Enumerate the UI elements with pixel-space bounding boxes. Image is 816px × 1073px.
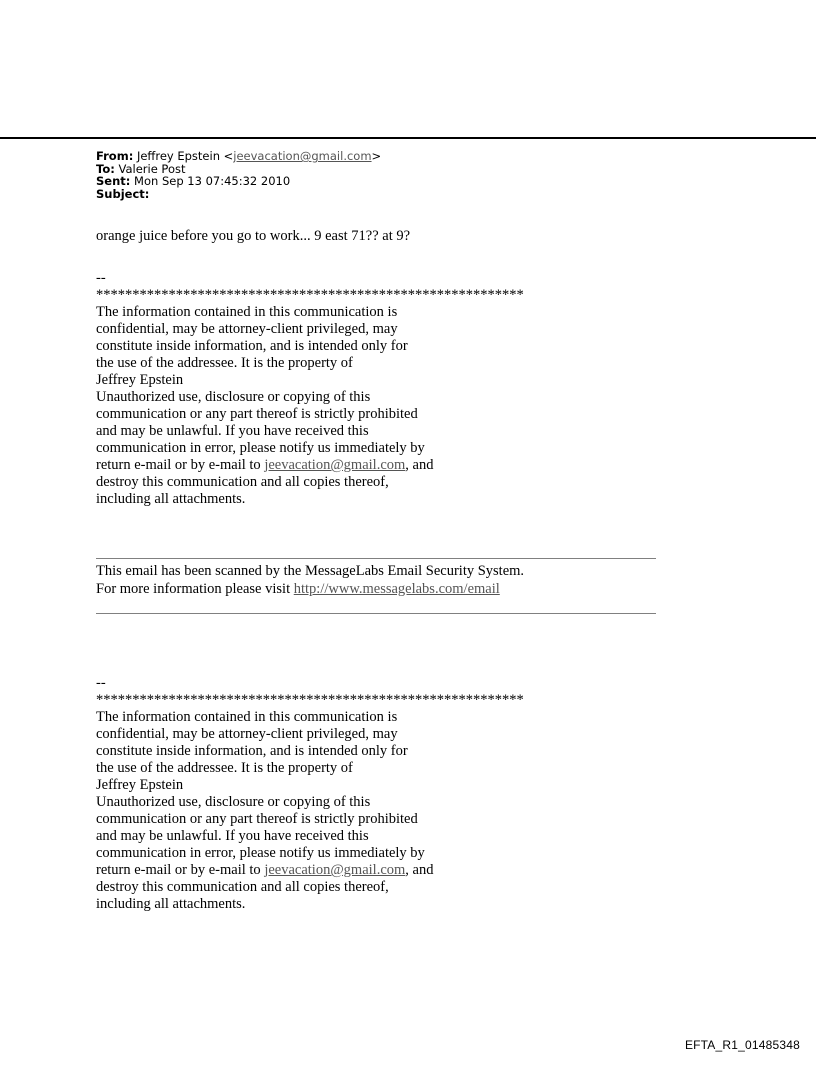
return-prefix: return e-mail or by e-mail to (96, 457, 265, 473)
signature-return-line (96, 862, 716, 879)
from-label: From: (96, 149, 134, 163)
signature-line: Unauthorized use, disclosure or copying of this (96, 389, 371, 405)
signature-stars: *********************************************************** (96, 692, 524, 708)
subject-label: Subject: (96, 186, 150, 201)
email-body (96, 228, 716, 245)
scan-notice-line2 (96, 581, 696, 599)
return-prefix: return e-mail or by e-mail to (96, 862, 265, 878)
return-suffix: , and (405, 862, 434, 878)
subject-line (96, 188, 696, 201)
signature-line: The information contained in this communication is (96, 304, 398, 320)
signature-line: constitute inside information, and is intended only for (96, 743, 408, 759)
scan-rule-bottom (96, 613, 656, 614)
subject-label-text: Subject (96, 186, 145, 201)
return-email-link[interactable]: jeevacation@gmail.com (264, 457, 406, 473)
return-suffix: , and (405, 457, 434, 473)
signature-line: confidential, may be attorney-client privileged, may (96, 726, 398, 742)
signature-line: constitute inside information, and is intended only for (96, 338, 408, 354)
email-header (96, 150, 696, 200)
signature-line: communication in error, please notify us immediately by (96, 845, 425, 861)
signature-line: including all attachments. (96, 491, 246, 507)
document-id: EFTA_R1_01485348 (684, 1038, 800, 1052)
signature-stars: *********************************************************** (96, 287, 524, 303)
signature-line: and may be unlawful. If you have received this (96, 828, 369, 844)
signature-line: The information contained in this communication is (96, 709, 398, 725)
signature-line: Unauthorized use, disclosure or copying of this (96, 794, 371, 810)
signature-line: the use of the addressee. It is the property of (96, 355, 353, 371)
scan-notice (96, 563, 696, 598)
top-divider (0, 137, 816, 139)
sent-line (96, 175, 696, 188)
from-email-link[interactable]: jeevacation@gmail.com (233, 149, 372, 163)
signature-line: the use of the addressee. It is the property of (96, 760, 353, 776)
messagelabs-link[interactable]: http://www.messagelabs.com/email (293, 580, 500, 597)
signature-line: including all attachments. (96, 896, 246, 912)
from-name: Jeffrey Epstein < (136, 149, 234, 163)
body-message: orange juice before you go to work... 9 east 71?? at 9? (96, 228, 411, 244)
signature-dashes: -- (96, 270, 106, 286)
signature-line: and may be unlawful. If you have received this (96, 423, 369, 439)
from-close: > (371, 149, 382, 163)
to-label: To: (96, 161, 115, 176)
signature-block-2 (96, 675, 716, 913)
scan-notice-line1: This email has been scanned by the MessageLabs Email Security System. (96, 563, 525, 579)
signature-return-line (96, 457, 716, 474)
signature-line: communication or any part thereof is strictly prohibited (96, 406, 418, 422)
signature-block-1 (96, 270, 716, 508)
signature-dashes: -- (96, 675, 106, 691)
signature-line: Jeffrey Epstein (96, 777, 184, 793)
signature-line: communication or any part thereof is strictly prohibited (96, 811, 418, 827)
signature-line: communication in error, please notify us immediately by (96, 440, 425, 456)
signature-line: Jeffrey Epstein (96, 372, 184, 388)
to-value: Valerie Post (118, 161, 186, 176)
scan-rule-top (96, 558, 656, 559)
sent-label: Sent: (96, 174, 131, 188)
from-line (96, 150, 696, 163)
return-email-link[interactable]: jeevacation@gmail.com (264, 862, 406, 878)
from-label-text: From (96, 149, 129, 163)
sent-label-text: Sent (96, 174, 126, 188)
to-label-text: To (96, 161, 111, 176)
signature-line: confidential, may be attorney-client privileged, may (96, 321, 398, 337)
signature-line: destroy this communication and all copies thereof, (96, 474, 389, 490)
scan-notice-prefix: For more information please visit (96, 580, 294, 597)
sent-value: Mon Sep 13 07:45:32 2010 (134, 174, 291, 188)
signature-line: destroy this communication and all copies thereof, (96, 879, 389, 895)
